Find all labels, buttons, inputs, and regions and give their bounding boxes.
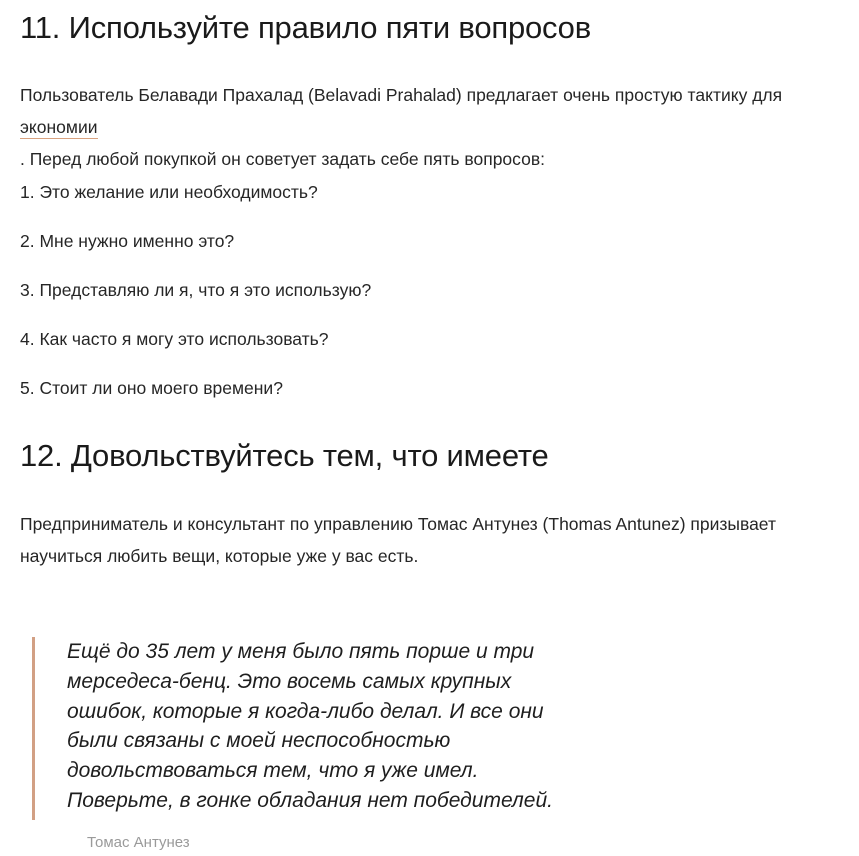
economy-link[interactable]: экономии [20,117,98,137]
quote-line: довольствоваться тем, что я уже имел. [67,759,479,783]
blockquote [32,637,632,820]
quote-line: Ещё до 35 лет у меня было пять порше и три [67,640,535,663]
quote-line: Поверьте, в гонке обладания нет победителей. [67,788,553,812]
quote-line: мерседеса-бенц. Это восемь самых крупных [67,669,512,693]
quote-line: ошибок, которые я когда-либо делал. И все они [67,699,544,723]
question-item: 1. Это желание или необходимость? [20,182,318,202]
question-item: 3. Представляю ли я, что я это использую? [20,280,372,300]
section-title-12: 12. Довольствуйтесь тем, что имеете [20,438,549,473]
quote-author: Томас Антунез [87,834,190,851]
section-title-11: 11. Используйте правило пяти вопросов [20,10,591,45]
questions-list [20,176,820,421]
quote-line: были связаны с моей неспособностью [67,729,451,753]
contentment-intro: Предприниматель и консультант по управлению Томас Антунез (Thomas Antunez) призывает научиться любить вещи, которые уже у вас есть. [20,514,776,566]
question-item: 4. Как часто я могу это использовать? [20,329,329,349]
intro-text-end: . Перед любой покупкой он советует задать себе пять вопросов: [20,149,545,169]
question-item: 2. Мне нужно именно это? [20,231,235,251]
quote-accent-bar [32,637,35,820]
intro-text-start: Пользователь Белавади Прахалад (Belavadi Prahalad) предлагает очень простую тактику для [20,85,783,105]
five-questions-intro [20,79,852,175]
question-item: 5. Стоит ли оно моего времени? [20,378,283,398]
quote-text [67,637,607,816]
